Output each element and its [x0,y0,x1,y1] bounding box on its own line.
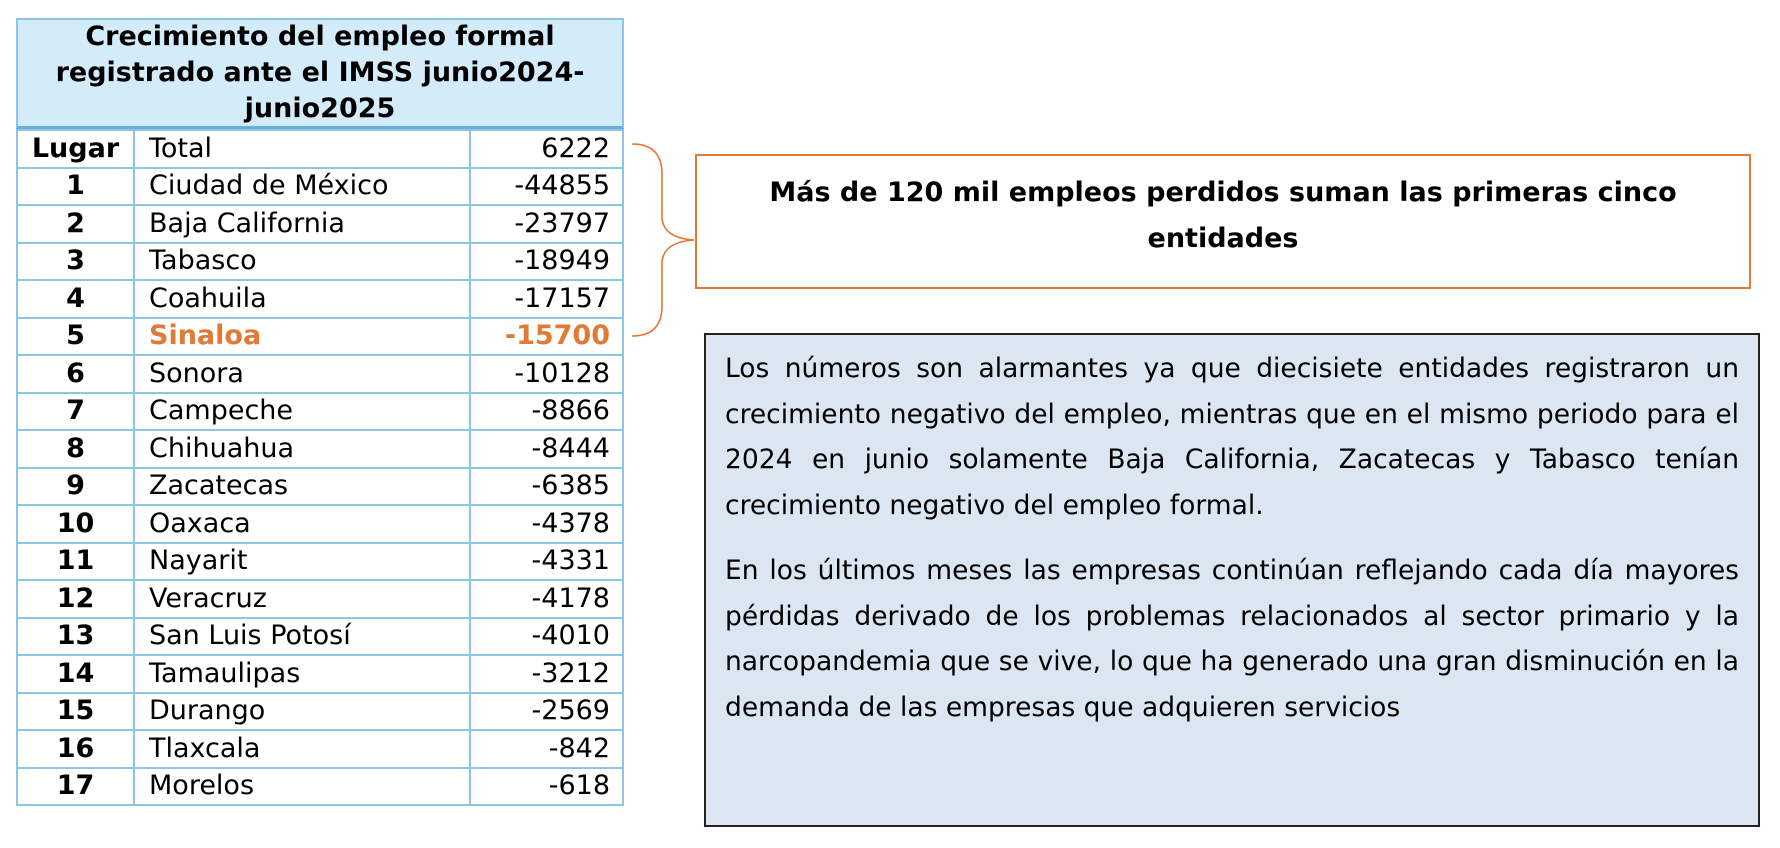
commentary-textbox [704,333,1760,827]
row-value: -6385 [470,468,623,506]
row-rank: 12 [17,580,134,618]
table-row [17,355,623,393]
row-rank: 11 [17,543,134,581]
row-value: -4378 [470,505,623,543]
row-rank: 5 [17,318,134,356]
row-state: Campeche [134,393,470,431]
row-state: Tlaxcala [134,730,470,768]
row-value: -15700 [470,318,623,356]
table-row [17,768,623,806]
row-rank: 17 [17,768,134,806]
row-state: Morelos [134,768,470,806]
table-row [17,730,623,768]
row-state: Sinaloa [134,318,470,356]
row-state: Sonora [134,355,470,393]
employment-table [16,18,624,806]
row-state: Tamaulipas [134,655,470,693]
row-value: -17157 [470,280,623,318]
row-state: Nayarit [134,543,470,581]
row-value: -4331 [470,543,623,581]
row-rank: 7 [17,393,134,431]
row-state: Veracruz [134,580,470,618]
brace-connector [628,140,698,340]
row-value: -4178 [470,580,623,618]
row-state: Tabasco [134,243,470,281]
row-state: Coahuila [134,280,470,318]
table-row [17,318,623,356]
row-rank: 16 [17,730,134,768]
table-row [17,243,623,281]
row-value: -8444 [470,430,623,468]
table-row [17,430,623,468]
row-rank: 8 [17,430,134,468]
row-rank: 14 [17,655,134,693]
row-value: -8866 [470,393,623,431]
row-state: San Luis Potosí [134,618,470,656]
row-state: Durango [134,693,470,731]
row-value: -18949 [470,243,623,281]
table-row [17,693,623,731]
row-value: -10128 [470,355,623,393]
row-rank: 3 [17,243,134,281]
callout-box [695,154,1751,289]
table-row [17,468,623,506]
row-state: Zacatecas [134,468,470,506]
callout-text: Más de 120 mil empleos perdidos suman las primeras cinco entidades [769,176,1677,254]
total-value: 6222 [470,130,623,168]
table-row [17,580,623,618]
row-rank: 1 [17,168,134,206]
employment-table-grid [16,129,624,806]
table-row [17,618,623,656]
table-title: Crecimiento del empleo formal registrado ante el IMSS junio2024-junio2025 [16,18,624,129]
row-value: -44855 [470,168,623,206]
table-row [17,655,623,693]
table-row [17,393,623,431]
row-rank: 10 [17,505,134,543]
table-row [17,543,623,581]
table-header-row [17,130,623,168]
row-state: Baja California [134,205,470,243]
row-value: -4010 [470,618,623,656]
table-row [17,168,623,206]
total-label: Total [134,130,470,168]
row-value: -2569 [470,693,623,731]
row-rank: 6 [17,355,134,393]
table-row [17,280,623,318]
commentary-paragraph-2: En los últimos meses las empresas continúan reflejando cada día mayores pérdidas derivado de los problemas relacionados al sector primario y la narcopandemia que se vive, lo que ha generado una gran disminución en la demanda de las empresas que adquieren servicios [725,555,1739,723]
row-state: Oaxaca [134,505,470,543]
row-value: -23797 [470,205,623,243]
row-state: Chihuahua [134,430,470,468]
row-rank: 13 [17,618,134,656]
rank-header: Lugar [17,130,134,168]
row-rank: 15 [17,693,134,731]
row-value: -3212 [470,655,623,693]
table-row [17,205,623,243]
row-value: -618 [470,768,623,806]
table-row [17,505,623,543]
row-rank: 9 [17,468,134,506]
commentary-paragraph-1: Los números son alarmantes ya que diecisiete entidades registraron un crecimiento negativo del empleo, mientras que en el mismo periodo para el 2024 en junio solamente Baja California, Zacatecas y Tabasco tenían crecimiento negativo del empleo formal. [725,353,1739,521]
row-rank: 2 [17,205,134,243]
row-state: Ciudad de México [134,168,470,206]
row-rank: 4 [17,280,134,318]
row-value: -842 [470,730,623,768]
